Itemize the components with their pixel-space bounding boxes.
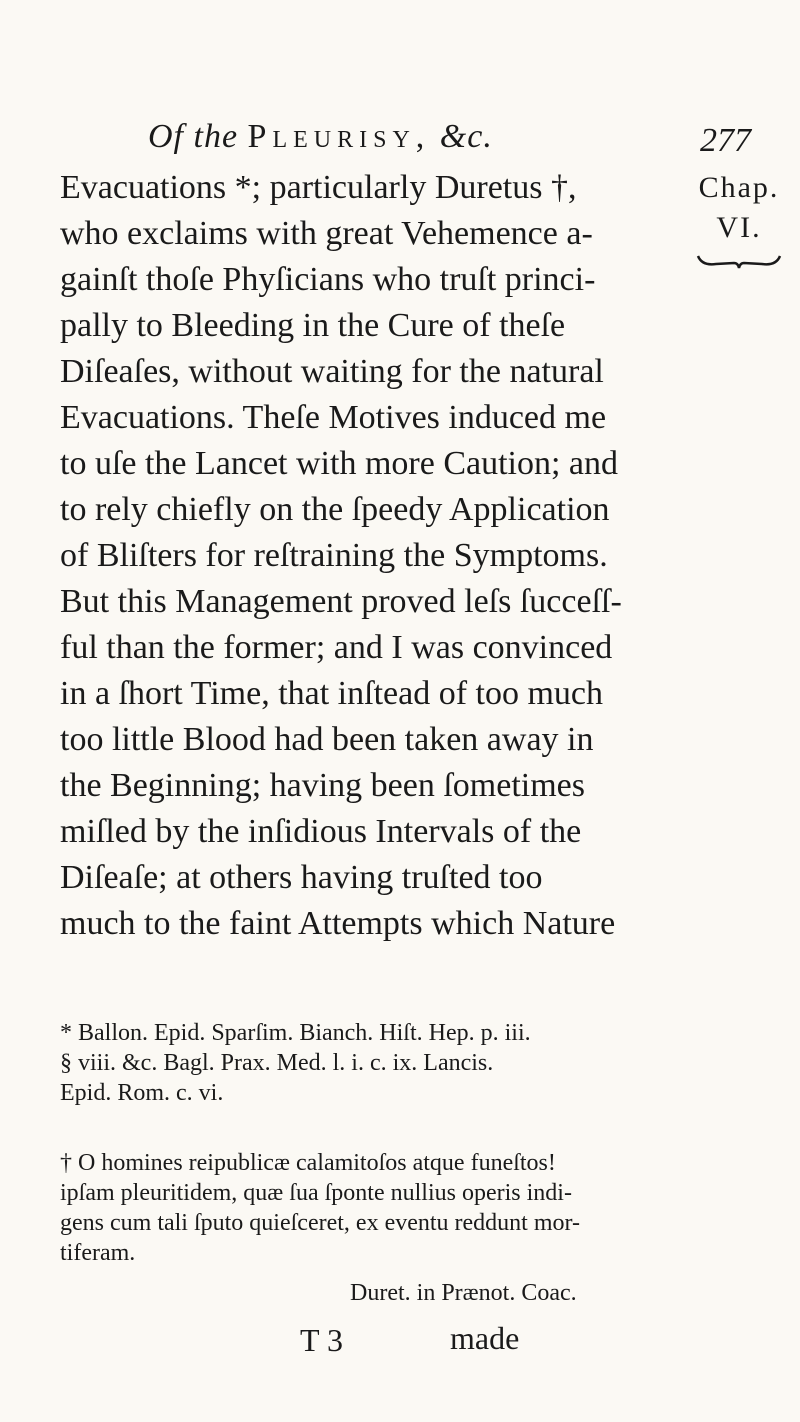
footnote-line: * Ballon. Epid. Sparſim. Bianch. Hiſt. Hep. p. iii. bbox=[60, 1020, 531, 1046]
running-head bbox=[148, 118, 493, 156]
footnotes bbox=[60, 1018, 660, 1308]
chapter-margin-note bbox=[684, 168, 794, 270]
text-line: Evacuations. Theſe Motives induced me bbox=[60, 399, 607, 436]
footnote-asterisk bbox=[60, 1018, 660, 1108]
text-line: Diſeaſes, without waiting for the natural bbox=[60, 353, 604, 390]
text-line: in a ſhort Time, that inſtead of too much bbox=[60, 675, 604, 712]
text-line: to uſe the Lancet with more Caution; and bbox=[60, 445, 619, 482]
running-head-title: Pleurisy, bbox=[247, 118, 431, 155]
footnote-line: † O homines reipublicæ calamitoſos atque funeſtos! bbox=[60, 1150, 556, 1176]
footnote-line: tiferam. bbox=[60, 1240, 136, 1266]
footnote-dagger bbox=[60, 1148, 660, 1308]
brace-ornament-icon bbox=[696, 252, 782, 270]
text-line: of Bliſters for reſtraining the Symptoms. bbox=[60, 537, 608, 574]
text-line: who exclaims with great Vehemence a- bbox=[60, 215, 593, 252]
chapter-label: Chap. bbox=[698, 171, 780, 204]
text-line: the Beginning; having been ſometimes bbox=[60, 767, 586, 804]
footnote-line: Epid. Rom. c. vi. bbox=[60, 1080, 224, 1106]
text-line: ful than the former; and I was convinced bbox=[60, 629, 613, 666]
text-line: Diſeaſe; at others having truſted too bbox=[60, 859, 543, 896]
text-line: too little Blood had been taken away in bbox=[60, 721, 594, 758]
text-line: to rely chiefly on the ſpeedy Application bbox=[60, 491, 610, 528]
catchword: made bbox=[450, 1320, 520, 1356]
page-number: 277 bbox=[700, 122, 751, 159]
text-line: much to the faint Attempts which Nature bbox=[60, 905, 616, 942]
footnote-source: Duret. in Prænot. Coac. bbox=[350, 1280, 577, 1306]
footnote-line: ipſam pleuritidem, quæ ſua ſponte nullius operis indi- bbox=[60, 1180, 572, 1206]
text-line: But this Management proved leſs ſucceſſ- bbox=[60, 583, 622, 620]
signature-mark: T 3 bbox=[300, 1322, 343, 1358]
main-text bbox=[60, 165, 660, 947]
footnote-line: gens cum tali ſputo quieſceret, ex eventu reddunt mor- bbox=[60, 1210, 581, 1236]
chapter-number: VI. bbox=[716, 211, 762, 244]
footnote-line: § viii. &c. Bagl. Prax. Med. l. i. c. ix. Lancis. bbox=[60, 1050, 494, 1076]
running-head-suffix: &c. bbox=[439, 118, 493, 155]
text-line: Evacuations *; particularly Duretus †, bbox=[60, 169, 577, 206]
text-line: gainſt thoſe Phyſicians who truſt princi- bbox=[60, 261, 596, 298]
text-line: miſled by the inſidious Intervals of the bbox=[60, 813, 582, 850]
running-head-prefix: Of the bbox=[148, 118, 239, 155]
text-line: pally to Bleeding in the Cure of theſe bbox=[60, 307, 566, 344]
